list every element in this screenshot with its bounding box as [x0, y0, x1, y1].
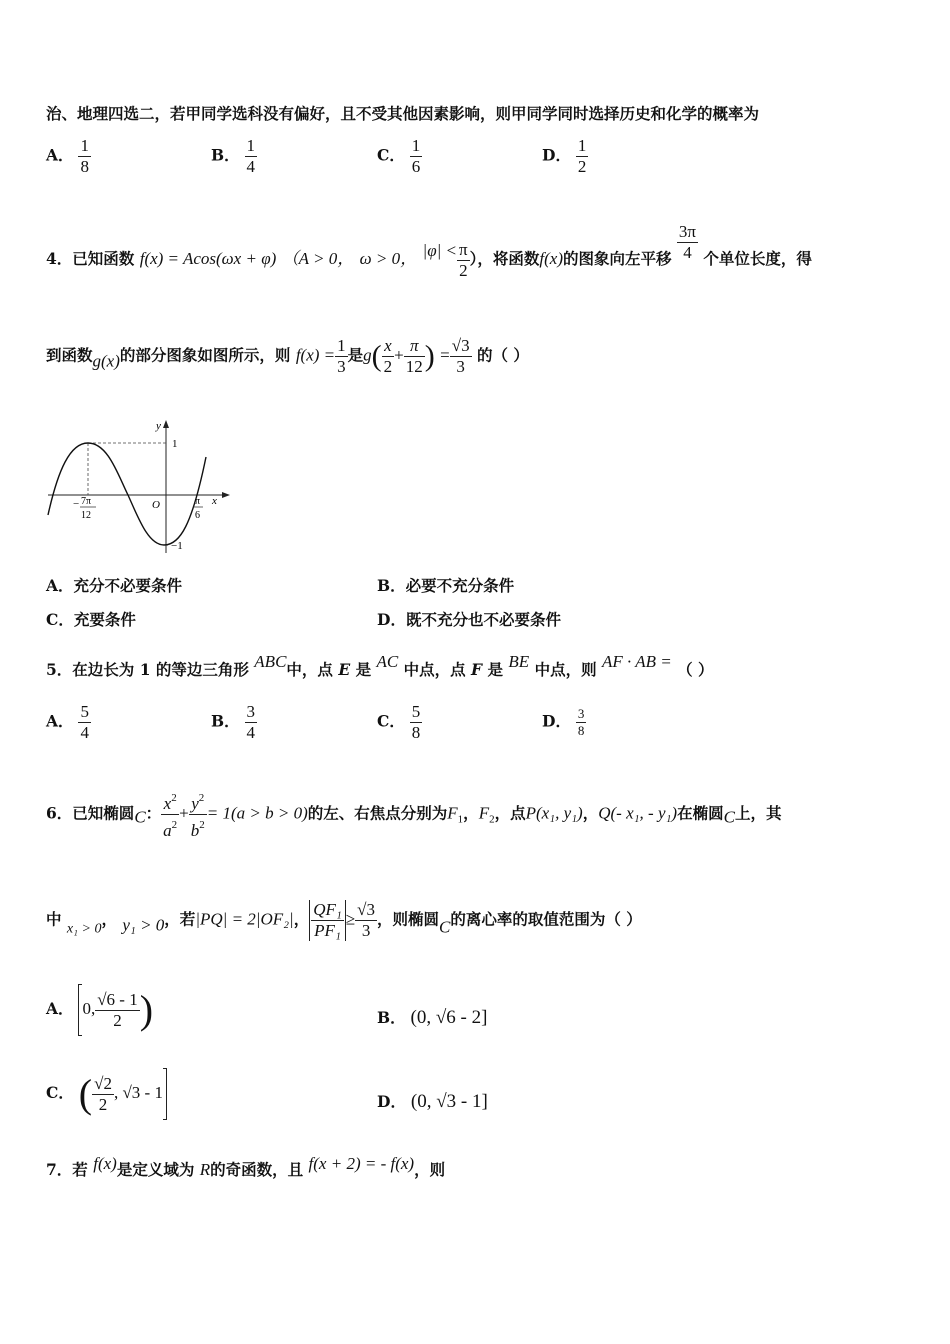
q5-option-a[interactable]: A． $\frac{5}{4}$: [46, 702, 89, 742]
y-bottom-label: −1: [171, 540, 183, 552]
q6-line2: 中 x₁ > 0， y₁ > 0，若|PQ| = 2|OF₂|， $\frac{\text{QF₁}}{\text{PF₁}}$ ≥ $\frac{√3}{3}$ ，则椭圆C的离心率的取值范围为（ ）: [46, 900, 642, 940]
y-axis-arrow: [163, 420, 169, 428]
q3-text: 治、地理四选二，若甲同学选科没有偏好，且不受其他因素影响，则甲同学同时选择历史和化学的概率为: [46, 104, 760, 123]
q4-sine-graph: [40, 415, 240, 560]
q4-line1: 4．已知函数 f(x) = Acos(ωx + φ) （A > 0， ω > 0， |φ| < $\frac{\pi}{2}$ ），将函数f(x)的图象向左平移 $\frac{3\pi}{4}$ 个单位长度，得: [46, 222, 812, 280]
origin-label: O: [152, 499, 160, 511]
q4-option-b[interactable]: B．必要不充分条件: [377, 576, 515, 595]
q6-option-b[interactable]: B． (0, √6 - 2]: [377, 1007, 488, 1028]
question-number: 5．: [46, 660, 73, 679]
x-right-den: 6: [195, 510, 200, 521]
q5-option-c[interactable]: C． $\frac{5}{8}$: [377, 702, 421, 742]
x-axis-arrow: [222, 492, 230, 498]
sine-curve: [48, 443, 206, 545]
q3-option-d[interactable]: D． $\frac{1}{2}$: [542, 136, 587, 176]
x-left-sign: −: [73, 498, 80, 510]
q6-line1: 6．已知椭圆C： $\frac{x^2}{a^2}$ + $\frac{y^2}{b^2}$ = 1(a > b > 0)的左、右焦点分别为$F_1$，$F_2$，点P(x₁, y₁)，Q(- x₁, - y₁)在椭圆C上，其: [46, 792, 782, 840]
q4-line2: 到函数g(x)的部分图象如图所示，则 f(x) = $\frac{1}{3}$ 是g( $\frac{x}{2}$ + $\frac{\pi}{12}$ ) = $\frac{√3}{3}$ 的（ ）: [46, 336, 529, 376]
q5-option-d[interactable]: D． $\frac{3}{8}$: [542, 706, 585, 738]
q4-option-d[interactable]: D．既不充分也不必要条件: [377, 610, 561, 629]
question-number: 4．: [46, 249, 73, 268]
q6-option-d[interactable]: D． (0, √3 - 1]: [377, 1091, 488, 1112]
q4-option-c[interactable]: C．充要条件: [46, 610, 136, 629]
q4-option-a[interactable]: A．充分不必要条件: [46, 576, 183, 595]
q6-option-c[interactable]: C． ( $\frac{√2}{2}$ , √3 - 1: [46, 1068, 167, 1120]
question-number: 7．: [46, 1160, 73, 1179]
q7-line: 7．若 f(x)是定义域为 R的奇函数，且 f(x + 2) = - f(x)，则: [46, 1154, 446, 1179]
y-top-label: 1: [172, 438, 178, 450]
q3-option-c[interactable]: C． $\frac{1}{6}$: [377, 136, 421, 176]
x-label: x: [212, 495, 217, 507]
x-left-den: 12: [81, 510, 91, 521]
q3-option-b[interactable]: B． $\frac{1}{4}$: [211, 136, 256, 176]
q5-option-b[interactable]: B． $\frac{3}{4}$: [211, 702, 256, 742]
x-left-num: 7π: [81, 496, 92, 507]
q6-option-a[interactable]: A． 0, $\frac{√6 - 1}{2}$ ): [46, 984, 153, 1036]
x-right-num: π: [195, 496, 201, 507]
q3-option-a[interactable]: A． $\frac{1}{8}$: [46, 136, 89, 176]
q5-line: 5．在边长为 1 的等边三角形 ABC中，点 E 是 AC 中点，点 F 是 BE 中点，则 AF · AB = （ ）: [46, 652, 714, 679]
question-number: 6．: [46, 803, 73, 823]
y-label: y: [156, 420, 161, 432]
